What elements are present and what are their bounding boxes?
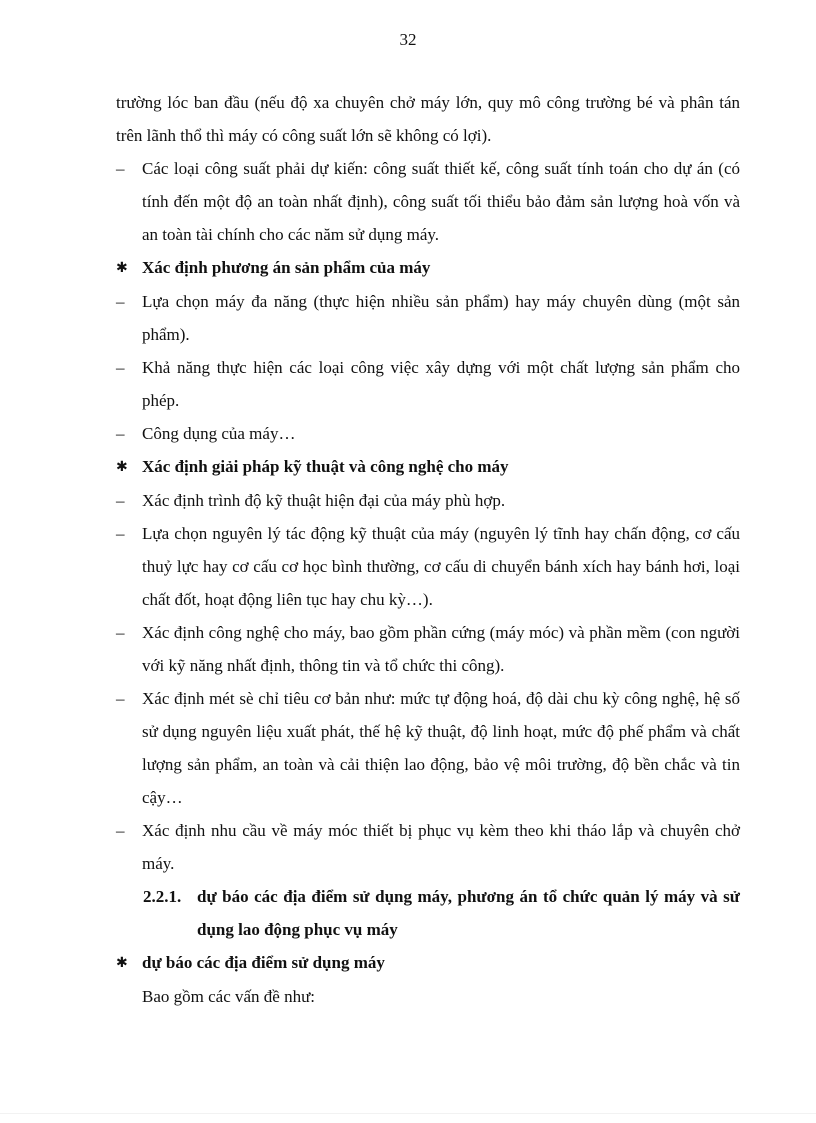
item-text: Các loại công suất phải dự kiến: công suất thiết kế, công suất tính toán cho dự án (có tính đến một độ an toàn nhất định), công suất tối thiểu bảo đảm sản lượng hoà vốn và an toàn tài chính cho các năm sử dụng máy. bbox=[142, 159, 740, 244]
dash-bullet-icon: – bbox=[116, 821, 125, 840]
star-bullet-icon: ✱ bbox=[116, 261, 128, 276]
star-bullet-icon: ✱ bbox=[116, 956, 128, 971]
dash-bullet-icon: – bbox=[116, 623, 125, 642]
item-list bbox=[116, 152, 740, 880]
list-item bbox=[116, 616, 740, 682]
heading-item bbox=[116, 450, 740, 484]
list-item bbox=[116, 814, 740, 880]
list-item bbox=[116, 682, 740, 814]
item-text: Lựa chọn nguyên lý tác động kỹ thuật của máy (nguyên lý tĩnh hay chấn động, cơ cấu thuỷ lực hay cơ cấu cơ học bình thường, cơ cấu di chuyển bánh xích hay bánh hơi, loại chất đốt, hoạt động liên tục hay chu kỳ…). bbox=[142, 524, 740, 609]
item-text: Công dụng của máy… bbox=[142, 424, 296, 443]
section-number: 2.2.1. bbox=[143, 887, 182, 906]
star-bullet-icon: ✱ bbox=[116, 460, 128, 475]
list-item bbox=[116, 417, 740, 450]
dash-bullet-icon: – bbox=[116, 292, 125, 311]
sub-heading: dự báo các địa điểm sử dụng máy bbox=[142, 953, 385, 972]
page-bottom-edge bbox=[0, 1113, 816, 1114]
list-item bbox=[116, 517, 740, 616]
item-text: Xác định mét sè chỉ tiêu cơ bản như: mức tự động hoá, độ dài chu kỳ công nghệ, hệ số sử dụng nguyên liệu xuất phát, thế hệ kỹ thuật, độ linh hoạt, mức độ phế phẩm và chất lượng sản phẩm, an toàn và cải thiện lao động, bảo vệ môi trường, độ bền chắc và tin cậy… bbox=[142, 689, 740, 807]
list-item bbox=[116, 152, 740, 251]
sub-heading-item bbox=[116, 946, 740, 980]
closing-text: Bao gồm các vấn đề như: bbox=[142, 987, 316, 1006]
item-text: Xác định công nghệ cho máy, bao gồm phần cứng (máy móc) và phần mềm (con người với kỹ năng nhất định, thông tin và tổ chức thi công). bbox=[142, 623, 740, 675]
heading-text: Xác định phương án sản phẩm của máy bbox=[142, 258, 431, 277]
item-text: Xác định nhu cầu về máy móc thiết bị phục vụ kèm theo khi tháo lắp và chuyên chở máy. bbox=[142, 821, 740, 873]
item-text: Lựa chọn máy đa năng (thực hiện nhiều sản phẩm) hay máy chuyên dùng (một sản phẩm). bbox=[142, 292, 740, 344]
dash-bullet-icon: – bbox=[116, 424, 125, 443]
list-item bbox=[116, 351, 740, 417]
dash-bullet-icon: – bbox=[116, 491, 125, 510]
dash-bullet-icon: – bbox=[116, 524, 125, 543]
list-item bbox=[116, 484, 740, 517]
dash-bullet-icon: – bbox=[116, 159, 125, 178]
dash-bullet-icon: – bbox=[116, 358, 125, 377]
heading-text: Xác định giải pháp kỹ thuật và công nghệ cho máy bbox=[142, 457, 509, 476]
item-text: Xác định trình độ kỹ thuật hiện đại của máy phù hợp. bbox=[142, 491, 506, 510]
heading-item bbox=[116, 251, 740, 285]
list-item bbox=[116, 285, 740, 351]
section-heading bbox=[143, 880, 740, 946]
page-number: 32 bbox=[399, 30, 417, 49]
intro-paragraph: trường lóc ban đầu (nếu độ xa chuyên chở máy lớn, quy mô công trường bé và phân tán trên lãnh thổ thì máy có công suất lớn sẽ không có lợi). bbox=[116, 93, 740, 145]
section-title: dự báo các địa điểm sử dụng máy, phương án tổ chức quản lý máy và sử dụng lao động phục vụ máy bbox=[197, 887, 740, 939]
dash-bullet-icon: – bbox=[116, 689, 125, 708]
item-text: Khả năng thực hiện các loại công việc xây dựng với một chất lượng sản phẩm cho phép. bbox=[142, 358, 740, 410]
body-text bbox=[116, 86, 740, 1013]
